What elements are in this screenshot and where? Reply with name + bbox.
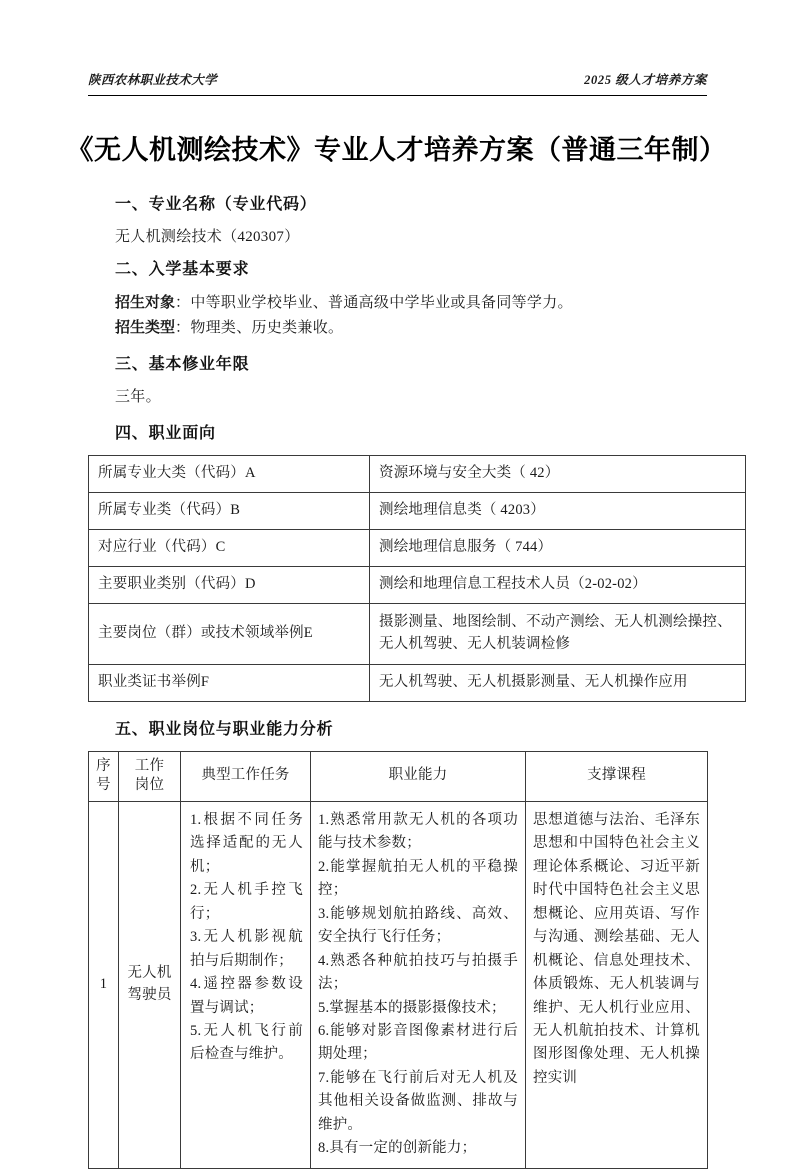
spacer bbox=[88, 282, 707, 291]
spacer bbox=[88, 217, 707, 226]
section-heading-5: 五、职业岗位与职业能力分析 bbox=[115, 720, 334, 738]
column-header-post-line1: 工作 bbox=[134, 757, 165, 774]
spacer bbox=[88, 340, 707, 353]
admission-type-label: 招生类型 bbox=[115, 318, 176, 336]
admission-target-line bbox=[88, 291, 707, 315]
table-row bbox=[89, 604, 746, 665]
running-header bbox=[88, 70, 707, 88]
spacer bbox=[88, 742, 707, 751]
career-row-key: 所属专业类（代码）B bbox=[89, 493, 370, 530]
spacer bbox=[88, 702, 707, 718]
admission-type-value: ：物理类、历史类兼收。 bbox=[175, 319, 344, 336]
table-row bbox=[89, 493, 746, 530]
list-item: 5.掌握基本的摄影摄像技术； bbox=[318, 999, 506, 1016]
page-title: 《无人机测绘技术》专业人才培养方案（普通三年制） bbox=[66, 135, 727, 165]
career-row-value: 测绘地理信息服务（ 744） bbox=[370, 530, 746, 567]
career-row-value: 资源环境与安全大类（ 42） bbox=[370, 456, 746, 493]
career-row-key: 职业类证书举例F bbox=[89, 664, 370, 701]
job-ability-analysis-table bbox=[88, 751, 708, 1169]
career-row-key: 所属专业大类（代码）A bbox=[89, 456, 370, 493]
career-row-value: 测绘地理信息类（ 4203） bbox=[370, 493, 746, 530]
table-row bbox=[89, 456, 746, 493]
table-row bbox=[89, 801, 708, 1168]
admission-type-line bbox=[88, 316, 707, 340]
career-row-value: 测绘和地理信息工程技术人员（2-02-02） bbox=[370, 567, 746, 604]
career-row-key: 主要职业类别（代码）D bbox=[89, 567, 370, 604]
table-header-row bbox=[89, 751, 708, 801]
row-index: 1 bbox=[89, 801, 119, 1168]
table-row bbox=[89, 530, 746, 567]
table-row bbox=[89, 664, 746, 701]
document-body bbox=[88, 190, 732, 1169]
column-header-no-line2: 号 bbox=[96, 777, 111, 794]
section-1-body: 无人机测绘技术（420307） bbox=[115, 229, 300, 245]
list-item: 3.能够规划航拍路线、高效、安全执行飞行任务； bbox=[318, 905, 518, 946]
career-row-key: 对应行业（代码）C bbox=[89, 530, 370, 567]
list-item: 2.能掌握航拍无人机的平稳操控； bbox=[318, 858, 518, 899]
section-3-body: 三年。 bbox=[115, 388, 161, 405]
career-row-key: 主要岗位（群）或技术领域举例E bbox=[89, 604, 370, 665]
list-item: 7.能够在飞行前后对无人机及其他相关设备做监测、排故与维护。 bbox=[318, 1069, 518, 1133]
section-heading-2: 二、入学基本要求 bbox=[115, 261, 250, 279]
admission-target-value: ：中等职业学校毕业、普通高级中学毕业或具备同等学力。 bbox=[175, 295, 573, 312]
career-row-value: 无人机驾驶、无人机摄影测量、无人机操作应用 bbox=[370, 664, 746, 701]
column-header-ability: 职业能力 bbox=[311, 751, 526, 801]
list-item: 4.熟悉各种航拍技巧与拍摄手法； bbox=[318, 952, 518, 993]
header-divider-rule bbox=[88, 95, 707, 96]
list-item: 1.熟悉常用款无人机的各项功能与技术参数； bbox=[318, 811, 518, 852]
column-header-task: 典型工作任务 bbox=[181, 751, 311, 801]
list-item: 3.无人机影视航拍与后期制作； bbox=[190, 929, 303, 969]
section-heading-3: 三、基本修业年限 bbox=[115, 355, 250, 373]
header-institution: 陕西农林职业技术大学 bbox=[88, 73, 218, 87]
column-header-course: 支撑课程 bbox=[526, 751, 708, 801]
typical-work-tasks bbox=[181, 801, 311, 1168]
column-header-no bbox=[89, 751, 119, 801]
list-item: 2.无人机手控飞行； bbox=[190, 882, 303, 922]
career-orientation-table bbox=[88, 455, 746, 702]
job-post-name: 无人机驾驶员 bbox=[119, 801, 181, 1168]
list-item: 6.能够对影音图像素材进行后期处理； bbox=[318, 1022, 518, 1063]
header-document-series: 2025 级人才培养方案 bbox=[584, 73, 707, 87]
spacer bbox=[88, 446, 707, 455]
column-header-post bbox=[119, 751, 181, 801]
list-item: 8.具有一定的创新能力； bbox=[318, 1140, 477, 1157]
spacer bbox=[88, 249, 707, 258]
table-row bbox=[89, 567, 746, 604]
vocational-abilities bbox=[311, 801, 526, 1168]
spacer bbox=[88, 409, 707, 422]
list-item: 5.无人机飞行前后检查与维护。 bbox=[190, 1022, 303, 1063]
admission-target-label: 招生对象 bbox=[115, 294, 176, 312]
section-heading-4: 四、职业面向 bbox=[115, 425, 216, 442]
career-row-value: 摄影测量、地图绘制、不动产测绘、无人机测绘操控、无人机驾驶、无人机装调检修 bbox=[370, 604, 746, 665]
column-header-post-line2: 岗位 bbox=[134, 777, 165, 794]
spacer bbox=[88, 377, 707, 386]
list-item: 4.遥控器参数设置与调试； bbox=[190, 976, 303, 1016]
supporting-courses: 思想道德与法治、毛泽东思想和中国特色社会主义理论体系概论、习近平新时代中国特色社会主义思想概论、应用英语、写作与沟通、测绘基础、无人机概论、信息处理技术、体质锻炼、无人机装调与维护、无人机行业应用、无人机航拍技术、计算机图形图像处理、无人机操控实训 bbox=[526, 801, 708, 1168]
list-item: 1.根据不同任务选择适配的无人机； bbox=[190, 811, 303, 875]
section-heading-1: 一、专业名称（专业代码） bbox=[115, 196, 317, 213]
column-header-no-line1: 序 bbox=[96, 757, 111, 774]
